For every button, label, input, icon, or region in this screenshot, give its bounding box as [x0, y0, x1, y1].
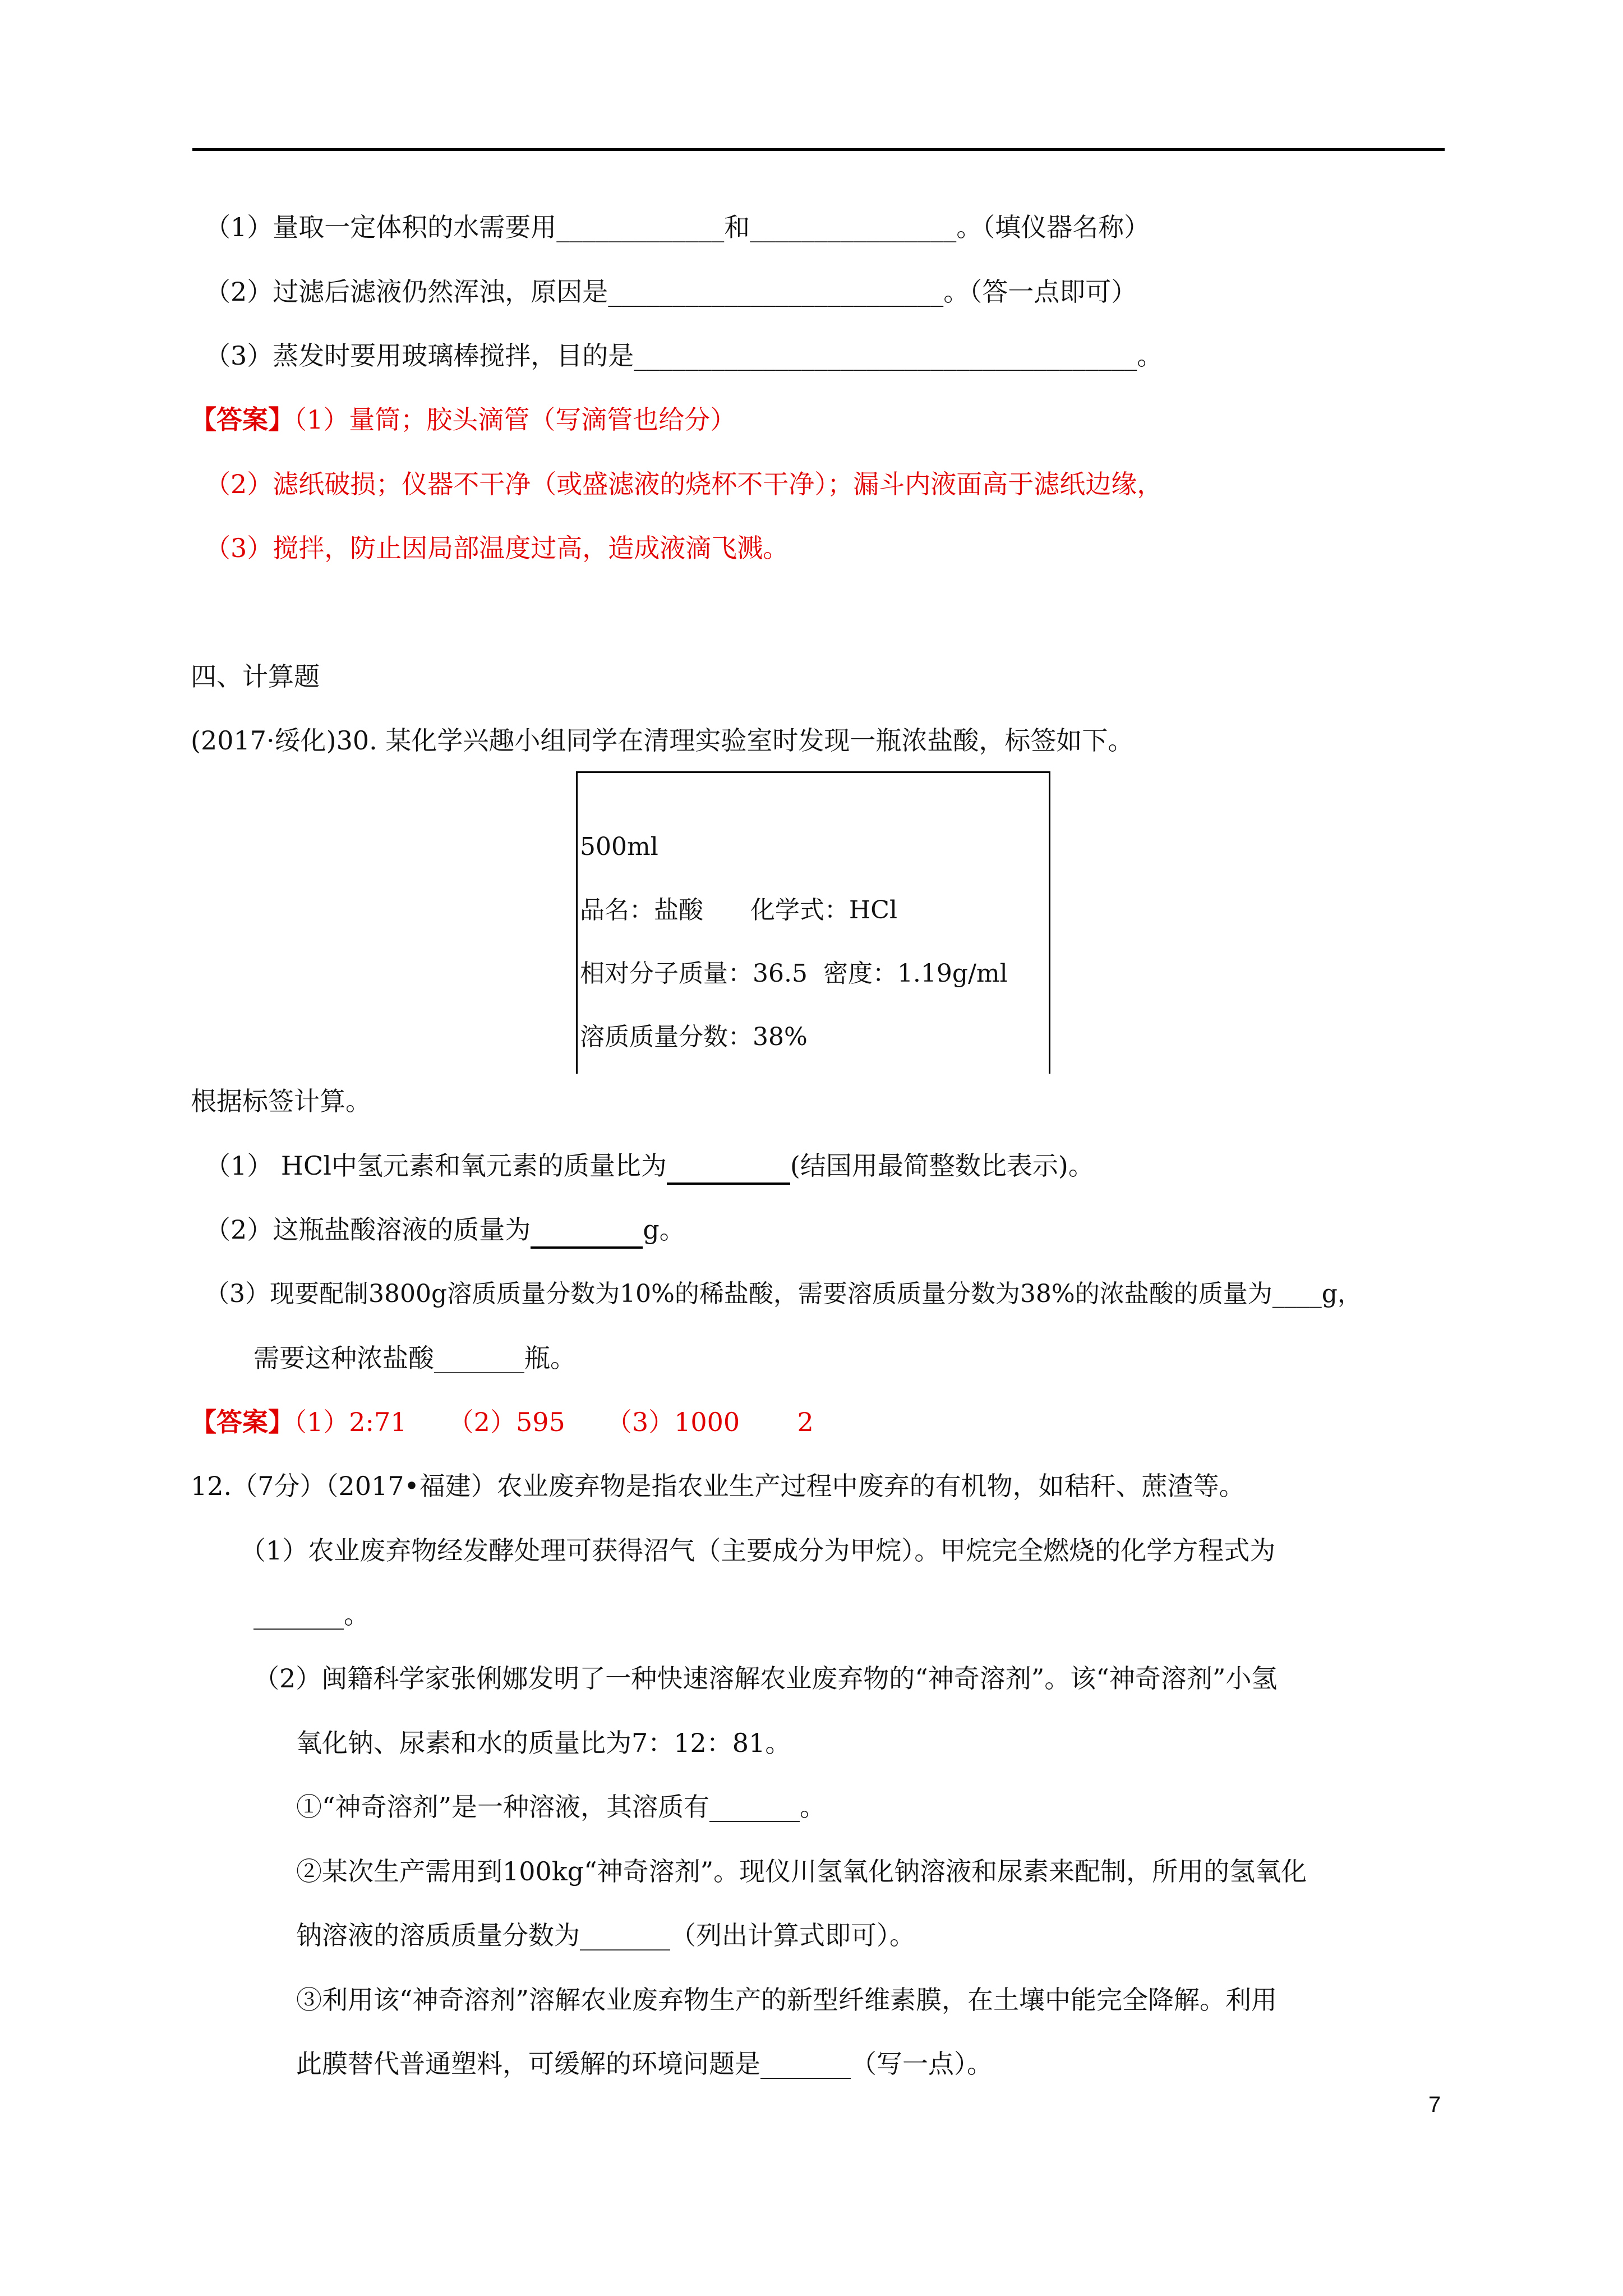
page-number: 7	[1428, 2092, 1441, 2117]
label-mass-fraction: 溶质质量分数：38%	[580, 1023, 808, 1051]
label-name-formula: 品名：盐酸 化学式：HCl	[580, 896, 898, 924]
question-12-intro: 12.（7分）（2017•福建）农业废弃物是指农业生产过程中废弃的有机物，如秸秆、蔗渣等。	[191, 1471, 1245, 1501]
question-12-sub-2-cont: 钠溶液的溶质质量分数为_______（列出计算式即可）。	[296, 1920, 915, 1950]
answer-blank	[667, 1149, 790, 1185]
answer-tag: 【答案】	[191, 1407, 294, 1437]
answer-line-2: （2）滤纸破损；仪器不干净（或盛滤液的烧杯不干净）；漏斗内液面高于滤纸边缘，	[205, 469, 1163, 499]
answer-text-30: （1）2:71 （2）595 （3）1000 2	[294, 1407, 814, 1437]
question-30-2-tail: g。	[643, 1214, 685, 1245]
question-12-part-1: （1）农业废弃物经发酵处理可获得沼气（主要成分为甲烷）。甲烷完全燃烧的化学方程式为	[240, 1535, 1276, 1566]
question-12-sub-3: ③利用该“神奇溶剂”溶解农业废弃物生产的新型纤维素膜，在土壤中能完全降解。利用	[296, 1985, 1278, 2015]
question-12-part-2: （2）闽籍科学家张俐娜发明了一种快速溶解农业废弃物的“神奇溶剂”。该“神奇溶剂”小氢	[253, 1663, 1278, 1694]
question-30-3: （3）现要配制3800g溶质质量分数为10%的稀盐酸，需要溶质质量分数为38%的浓盐酸的质量为____g，	[205, 1280, 1362, 1308]
answer-line-3: （3）搅拌，防止因局部温度过高，造成液滴飞溅。	[205, 533, 789, 563]
answer-tag: 【答案】	[191, 404, 294, 435]
question-3-1: （1）量取一定体积的水需要用_____________和________________。（填仪器名称）	[205, 212, 1150, 242]
label-volume: 500ml	[580, 832, 658, 861]
question-12-part-1-cont: _______。	[253, 1599, 370, 1630]
question-12-sub-1: ①“神奇溶剂”是一种溶液，其溶质有_______。	[296, 1792, 826, 1822]
answer-line-1	[191, 403, 736, 436]
question-30-2	[205, 1213, 685, 1249]
question-30-intro: (2017·绥化)30. 某化学兴趣小组同学在清理实验室时发现一瓶浓盐酸，标签如下。	[191, 725, 1134, 756]
question-30-1-text: （1） HCl中氢元素和氧元素的质量比为	[205, 1151, 667, 1181]
calc-intro: 根据标签计算。	[191, 1086, 371, 1116]
question-3-2: （2）过滤后滤液仍然浑浊，原因是__________________________。（答一点即可）	[205, 277, 1137, 307]
question-12-part-2-cont: 氧化钠、尿素和水的质量比为7：12：81。	[296, 1728, 791, 1758]
label-mass-density: 相对分子质量：36.5 密度：1.19g/ml	[580, 959, 1008, 988]
question-30-3-cont: 需要这种浓盐酸_______瓶。	[253, 1343, 576, 1373]
header-rule	[192, 148, 1445, 151]
answer-line-30	[191, 1405, 814, 1439]
section-heading: 四、计算题	[191, 661, 320, 692]
question-12-sub-2: ②某次生产需用到100kg“神奇溶剂”。现仪川氢氧化钠溶液和尿素来配制，所用的氢氧化	[296, 1856, 1307, 1887]
question-30-1-tail: (结国用最简整数比表示)。	[790, 1151, 1094, 1181]
question-30-2-text: （2）这瓶盐酸溶液的质量为	[205, 1214, 531, 1245]
question-30-1	[205, 1149, 1094, 1185]
answer-blank	[531, 1213, 643, 1249]
question-12-sub-3-cont: 此膜替代普通塑料，可缓解的环境问题是_______（写一点）。	[296, 2049, 993, 2079]
answer-text-1: （1）量筒；胶头滴管（写滴管也给分）	[294, 404, 736, 435]
question-3-3: （3）蒸发时要用玻璃棒搅拌，目的是_______________________________________。	[205, 341, 1163, 371]
